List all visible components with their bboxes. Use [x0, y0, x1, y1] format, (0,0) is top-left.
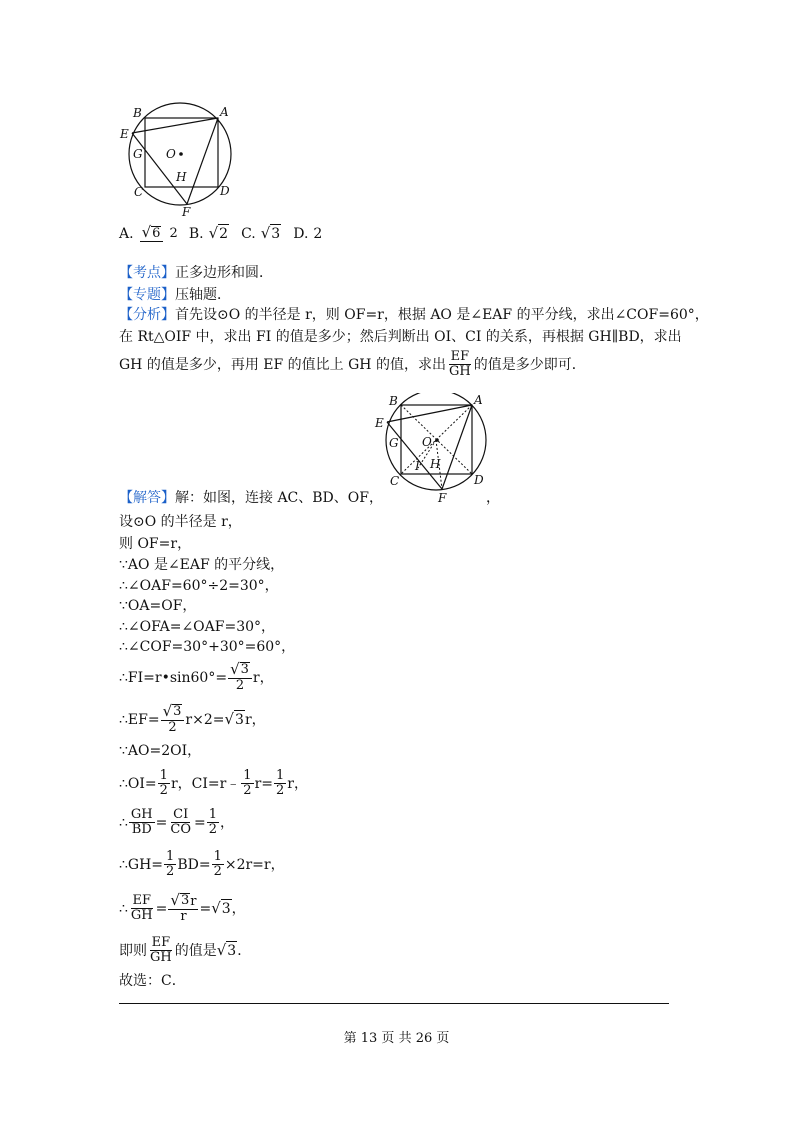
step-11 [119, 769, 308, 798]
jieda-tag: 【解答】 [119, 490, 175, 506]
label-o-2: O [422, 435, 432, 449]
step-13-pre: ∴GH= [119, 856, 164, 873]
choice-d-label: D. [293, 225, 309, 242]
step-14-pre: ∴ [119, 900, 128, 917]
fenxi-line-1 [119, 306, 709, 324]
step-4: ∴∠OAF=60°÷2=30°， [119, 578, 279, 594]
label-h: H [176, 170, 187, 184]
step-9-den: 2 [168, 720, 177, 735]
fenxi-line-2 [119, 328, 682, 346]
kaodian-text: 正多边形和圆． [175, 265, 273, 281]
step-6: ∴∠OFA=∠OAF=30°， [119, 619, 276, 635]
label-e-2: E [375, 416, 384, 430]
footer-divider [119, 1003, 669, 1004]
jieda-intro-end: ， [486, 490, 500, 506]
fenxi-frac-den: GH [448, 364, 471, 379]
zhuanti-tag: 【专题】 [119, 287, 175, 303]
step-9-fraction: √ 3 2 [161, 704, 185, 735]
zhuanti-line [119, 286, 231, 304]
step-12-eq-2: = [194, 814, 206, 831]
step-11-pre: ∴OI= [119, 775, 157, 792]
segment-af-2 [442, 405, 472, 489]
step-11-post: r， [287, 775, 308, 792]
label-e: E [120, 127, 129, 141]
step-1: 设⊙O 的半径是 r， [119, 514, 242, 530]
step-13-mid: BD= [177, 856, 211, 873]
step-2: 则 OF=r， [119, 536, 192, 552]
step-13-fraction-2: $\frac{1}{2}$ [213, 849, 222, 879]
step-15-post: ． [237, 942, 252, 959]
step-11-fraction-1: $\frac{1}{2}$ [159, 768, 168, 798]
label-d: D [220, 184, 230, 198]
fenxi-text-3a: GH 的值是多少，再用 EF 的值比上 GH 的值，求出 [119, 356, 446, 373]
step-8-den: 2 [235, 678, 245, 693]
fenxi-text-1: 首先设⊙O 的半径是 r，则 OF=r，根据 AO 是∠EAF 的平分线，求出∠COF=60°， [175, 307, 709, 323]
fenxi-frac-num: EF [450, 349, 470, 364]
choice-a-num: 6 [152, 226, 161, 241]
step-14-eq: = [155, 900, 168, 917]
page-footer: 第 13 页 共 26 页 [343, 1031, 450, 1046]
segment-af [187, 118, 218, 204]
step-16: 故选：C． [119, 973, 186, 989]
step-9-pre: ∴EF= [119, 711, 160, 728]
label-g: G [133, 147, 143, 161]
label-b: B [133, 106, 142, 120]
label-i-2: I [415, 459, 420, 473]
step-15-rad: 3 [227, 943, 237, 959]
step-12 [119, 808, 234, 837]
step-5: ∵OA=OF， [119, 598, 197, 614]
step-11-fraction-3: $\frac{1}{2}$ [276, 768, 285, 798]
step-13 [119, 850, 285, 879]
choice-b-label: B. [188, 225, 204, 242]
label-a: A [220, 105, 229, 119]
step-7: ∴∠COF=30°+30°=60°， [119, 639, 296, 655]
segment-ea-2 [387, 405, 472, 422]
step-9-mid: r×2= [185, 711, 225, 728]
kaodian-line [119, 264, 273, 282]
label-c-2: C [390, 474, 400, 488]
step-8-fraction: √ 3 2 [228, 662, 252, 693]
fenxi-tag: 【分析】 [119, 307, 175, 323]
step-15: 即则 $\frac{EF}{GH}$ 的值是 √ 3 ． [119, 935, 252, 965]
step-8-num: 3 [240, 662, 249, 677]
fenxi-line-3 [119, 350, 586, 379]
kaodian-tag: 【考点】 [119, 265, 175, 281]
step-9: ∴EF= √ 3 2 r×2= √ 3 r， [119, 702, 266, 735]
step-9-num: 3 [173, 704, 182, 719]
step-15-mid: 的值是 [174, 942, 217, 959]
step-12-post: ， [220, 814, 235, 831]
center-dot [179, 152, 183, 156]
label-f: F [182, 205, 191, 218]
step-12-fraction-2: $\frac{CI}{CO}$ [170, 807, 191, 837]
choice-c-label: C. [241, 225, 256, 242]
fenxi-text-2: 在 Rt△OIF 中，求出 FI 的值是多少；然后判断出 OI、CI 的关系，再根据 GH∥BD，求出 [119, 329, 682, 345]
step-12-pre: ∴ [119, 814, 128, 831]
step-9-rad: 3 [235, 712, 244, 728]
label-f-2: F [438, 491, 447, 505]
choice-b-value: 2 [219, 226, 229, 242]
step-15-fraction: $\frac{EF}{GH}$ [150, 935, 172, 965]
choice-c-value: 3 [271, 226, 281, 242]
step-13-fraction-1: $\frac{1}{2}$ [166, 849, 175, 879]
step-10: ∵AO=2OI， [119, 743, 202, 759]
jieda-intro: 解：如图，连接 AC、BD、OF， [175, 490, 383, 506]
label-b-2: B [389, 394, 398, 408]
choice-a-label: A. [119, 225, 134, 242]
answer-choices: A. √6 2 B. √2 C. √3 D. 2 [119, 223, 323, 242]
jieda-intro-line [119, 489, 383, 507]
step-12-eq-1: = [155, 814, 168, 831]
step-8-pre: ∴FI=r•sin60°= [119, 669, 228, 686]
step-8 [119, 662, 274, 693]
label-a-2: A [474, 393, 483, 407]
step-14-eq-2: = [199, 900, 212, 917]
step-11-mid-2: r= [254, 775, 274, 792]
step-14-fraction-1: $\frac{EF}{GH}$ [130, 893, 153, 923]
step-14: ∴ $\frac{EF}{GH}$ = √ 3 r r = √ 3 ， [119, 891, 246, 924]
step-11-fraction-2: $\frac{1}{2}$ [243, 768, 252, 798]
label-g-2: G [389, 436, 399, 450]
choice-a-fraction: √6 2 [141, 223, 178, 241]
label-c: C [134, 185, 144, 199]
figure-circle-square-1 [112, 100, 236, 218]
step-12-fraction-3: $\frac{1}{2}$ [208, 807, 218, 837]
zhuanti-text: 压轴题． [175, 287, 231, 303]
step-8-post: r， [252, 669, 274, 686]
label-d-2: D [474, 473, 484, 487]
figure-circle-square-2 [368, 393, 492, 505]
step-14-rad: 3 [221, 901, 231, 917]
step-3: ∵AO 是∠EAF 的平分线， [119, 557, 285, 573]
label-o: O [166, 147, 176, 161]
fenxi-fraction [447, 350, 473, 379]
choice-a-den: 2 [169, 226, 178, 241]
step-13-post: ×2r=r， [224, 856, 285, 873]
step-14-fraction-2: √ 3 r r [170, 891, 197, 924]
step-11-mid: r，CI=r﹣ [170, 775, 241, 792]
fenxi-text-3b: 的值是多少即可． [473, 356, 586, 373]
step-15-pre: 即则 [119, 942, 147, 959]
center-dot-2 [435, 438, 439, 442]
choice-d-value: 2 [313, 225, 323, 242]
step-14-post: ， [231, 900, 246, 917]
step-9-post: r， [244, 711, 266, 728]
step-12-fraction-1: $\frac{GH}{BD}$ [130, 807, 153, 837]
label-h-2: H [430, 457, 441, 471]
